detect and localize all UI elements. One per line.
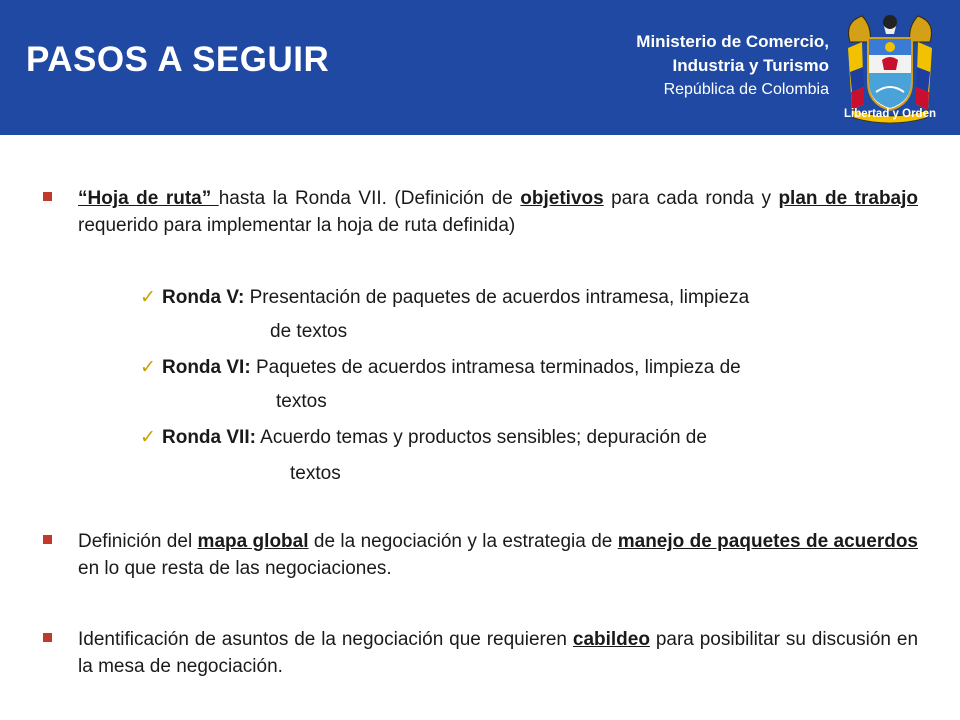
square-bullet-icon [43, 633, 52, 642]
ronda-v-item [140, 284, 750, 311]
ronda-vi-label: Ronda VI: [162, 357, 251, 378]
bullet3-text-b: para posibilitar su discusión en la mesa de negociación. [78, 629, 919, 677]
ronda-v-label: Ronda V: [162, 287, 245, 308]
term-manejo-de-paquetes: manejo de paquetes de acuerdos [617, 531, 919, 552]
ronda-v-continuation: de textos [270, 321, 348, 342]
ronda-vi-continuation: textos [276, 391, 327, 412]
term-cabildeo: cabildeo [572, 629, 650, 650]
bullet2-text-c: en lo que resta de las negociaciones. [78, 558, 392, 579]
bullet-cabildeo [78, 626, 918, 680]
term-mapa-global: mapa global [197, 531, 309, 552]
checkmark-icon: ✓ [140, 357, 156, 378]
term-plan-de-trabajo: plan de trabajo [778, 188, 919, 209]
term-hoja-de-ruta: “Hoja de ruta” [78, 188, 219, 209]
square-bullet-icon [43, 535, 52, 544]
ronda-vi-text: Paquetes de acuerdos intramesa terminados, limpieza de [250, 357, 741, 378]
ronda-vii-continuation: textos [290, 463, 341, 484]
ronda-vii-text: Acuerdo temas y productos sensibles; depuración de [255, 427, 707, 448]
ministry-line-1: Ministerio de Comercio, [636, 32, 829, 51]
checkmark-icon: ✓ [140, 427, 156, 448]
bullet2-text-a: Definición del [78, 531, 198, 552]
page-title: PASOS A SEGUIR [26, 40, 330, 79]
bullet1-text-c: requerido para implementar la hoja de ruta definida) [78, 215, 516, 236]
bullet2-text-b: de la negociación y la estrategia de [308, 531, 618, 552]
bullet-hoja-de-ruta [78, 185, 918, 239]
bullet-mapa-global [78, 528, 918, 582]
square-bullet-icon [43, 192, 52, 201]
ronda-v-text: Presentación de paquetes de acuerdos intramesa, limpieza [244, 287, 750, 308]
bullet3-text-a: Identificación de asuntos de la negociación que requieren [78, 629, 573, 650]
checkmark-icon: ✓ [140, 287, 156, 308]
term-objetivos: objetivos [520, 188, 604, 209]
bullet1-text-b: para cada ronda y [603, 188, 779, 209]
ministry-line-2: Industria y Turismo [672, 56, 829, 75]
ronda-vi-item [140, 354, 741, 381]
ministry-line-3: República de Colombia [663, 81, 829, 98]
motto-text: Libertad y Orden [843, 108, 937, 120]
ronda-vii-label: Ronda VII: [162, 427, 256, 448]
ronda-vii-item [140, 424, 707, 451]
bullet1-text-a: hasta la Ronda VII. (Definición de [218, 188, 521, 209]
